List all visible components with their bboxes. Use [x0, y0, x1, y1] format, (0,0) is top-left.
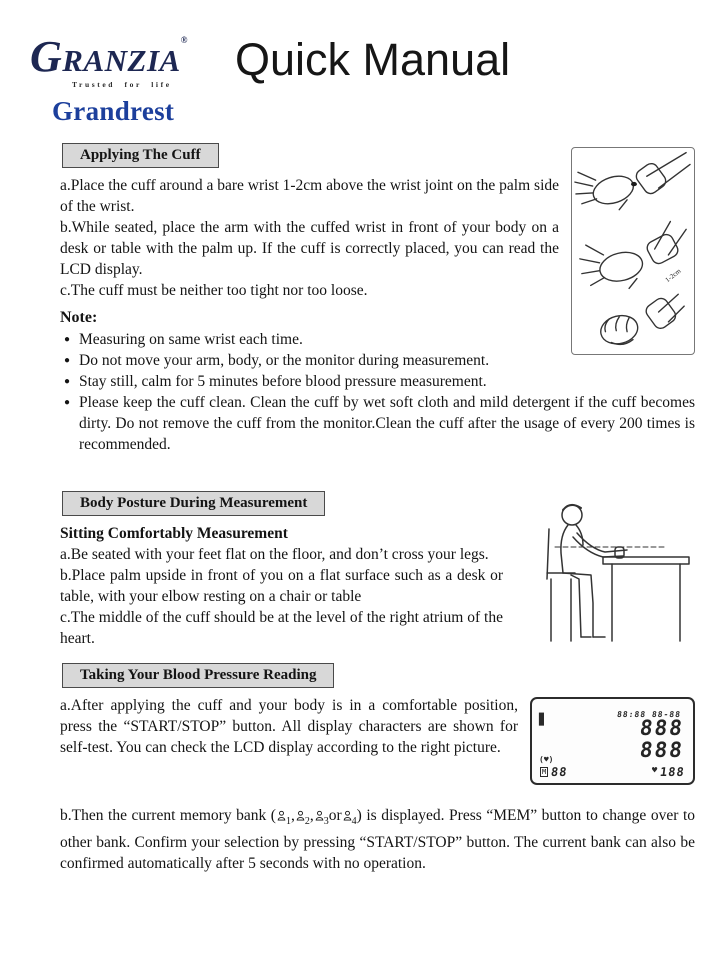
- lcd-time-date: 88:88 88-88: [616, 709, 682, 719]
- posture-illustration: [515, 495, 695, 647]
- cuff-distance-label: 1-2cm: [664, 267, 683, 284]
- section-body-posture: [60, 491, 695, 649]
- heart-icon: ♥: [651, 766, 658, 777]
- product-name: Grandrest: [52, 95, 175, 126]
- memory-bank-icons: [276, 806, 357, 827]
- content: [0, 143, 709, 874]
- posture-illustration-svg: [515, 495, 695, 647]
- bullet-icon: ●: [64, 354, 71, 366]
- lcd-memory-flag: M: [542, 767, 547, 776]
- posture-subheading: Sitting Comfortably Measurement: [60, 524, 288, 542]
- applying-step-b: b.While seated, place the arm with the cuffed wrist in front of your body on a desk or table with the palm up. If the cuff is correctly placed, you can read the LCD display.: [60, 218, 559, 278]
- lcd-pulse-value: 188: [659, 764, 686, 779]
- bank-number: 2: [304, 815, 310, 827]
- reading-step-a: a.After applying the cuff and your body is in a comfortable position, press the “START/STOP” button. All display characters are shown for self-test. You can check the LCD display according to the right picture.: [60, 696, 518, 756]
- person-icon: [277, 810, 286, 821]
- reading-step-b-suffix: ) is displayed. Press “MEM” button to change over to other bank. Confirm your selection by pressing “START/STOP” button. The current bank can also be confirmed automatically after 5 seconds with no operation.: [60, 806, 695, 872]
- bank-or: or: [328, 806, 342, 824]
- page-title: Quick Manual: [235, 34, 511, 85]
- heading-applying-cuff: Applying The Cuff: [62, 143, 219, 168]
- lcd-display-illustration: [530, 697, 695, 785]
- note-heading: Note:: [60, 308, 98, 326]
- lcd-cuff-icon: ▊: [539, 712, 546, 726]
- person-icon: [296, 810, 305, 821]
- posture-step-a: a.Be seated with your feet flat on the floor, and don’t cross your legs.: [60, 545, 489, 563]
- wrist-illustration-svg: [572, 148, 694, 354]
- reading-step-b-prefix: b.Then the current memory bank (: [60, 806, 276, 824]
- person-icon: [343, 810, 352, 821]
- brand-tagline: Trusted for life: [72, 79, 172, 89]
- lcd-memory-value: 88: [550, 764, 569, 779]
- note-item: [64, 329, 559, 350]
- applying-step-c: c.The cuff must be neither too tight nor too loose.: [60, 281, 368, 299]
- registered-mark-icon: ®: [180, 35, 188, 45]
- note-item-text: Stay still, calm for 5 minutes before blood pressure measurement.: [79, 372, 487, 390]
- person-icon: [315, 810, 324, 821]
- section-taking-reading: [60, 663, 695, 874]
- lcd-diastolic: 888: [638, 737, 686, 762]
- note-item: [64, 350, 559, 371]
- bank-number: 3: [323, 815, 329, 827]
- reading-step-b: [60, 793, 695, 874]
- bullet-icon: ●: [64, 333, 71, 345]
- brand-block: [30, 32, 235, 127]
- bank-separator: ,: [309, 806, 314, 824]
- lcd-systolic: 888: [638, 715, 686, 740]
- note-item-text: Do not move your arm, body, or the monitor during measurement.: [79, 351, 490, 369]
- bank-separator: ,: [290, 806, 295, 824]
- header: [0, 0, 709, 127]
- bullet-icon: ●: [64, 375, 71, 387]
- logo-initial: G: [30, 32, 63, 81]
- lcd-who-indicator-icon: (♥): [539, 754, 554, 764]
- bullet-icon: ●: [64, 396, 71, 408]
- note-item: [64, 371, 695, 392]
- applying-step-a: a.Place the cuff around a bare wrist 1-2cm above the wrist joint on the palm side of the wrist.: [60, 176, 560, 215]
- bank-number: 1: [285, 815, 291, 827]
- note-item: [64, 392, 695, 455]
- wrist-illustration: [571, 147, 695, 355]
- bank-number: 4: [351, 815, 357, 827]
- note-item-text: Measuring on same wrist each time.: [79, 330, 303, 348]
- heading-body-posture: Body Posture During Measurement: [62, 491, 325, 516]
- section-applying-cuff: [60, 143, 695, 455]
- granzia-logo: [30, 32, 235, 81]
- logo-rest: RANZIA: [62, 43, 181, 78]
- posture-step-c: c.The middle of the cuff should be at the level of the right atrium of the heart.: [60, 608, 503, 647]
- posture-step-b: b.Place palm upside in front of you on a flat surface such as a desk or table, with your elbow resting on a chair or table: [60, 566, 503, 605]
- heading-taking-reading: Taking Your Blood Pressure Reading: [62, 663, 334, 688]
- note-item-text: Please keep the cuff clean. Clean the cuff by wet soft cloth and mild detergent if the cuff becomes dirty. Do not remove the cuff from the monitor.Clean the cuff after the usage of every 200 times is recommended.: [79, 393, 695, 453]
